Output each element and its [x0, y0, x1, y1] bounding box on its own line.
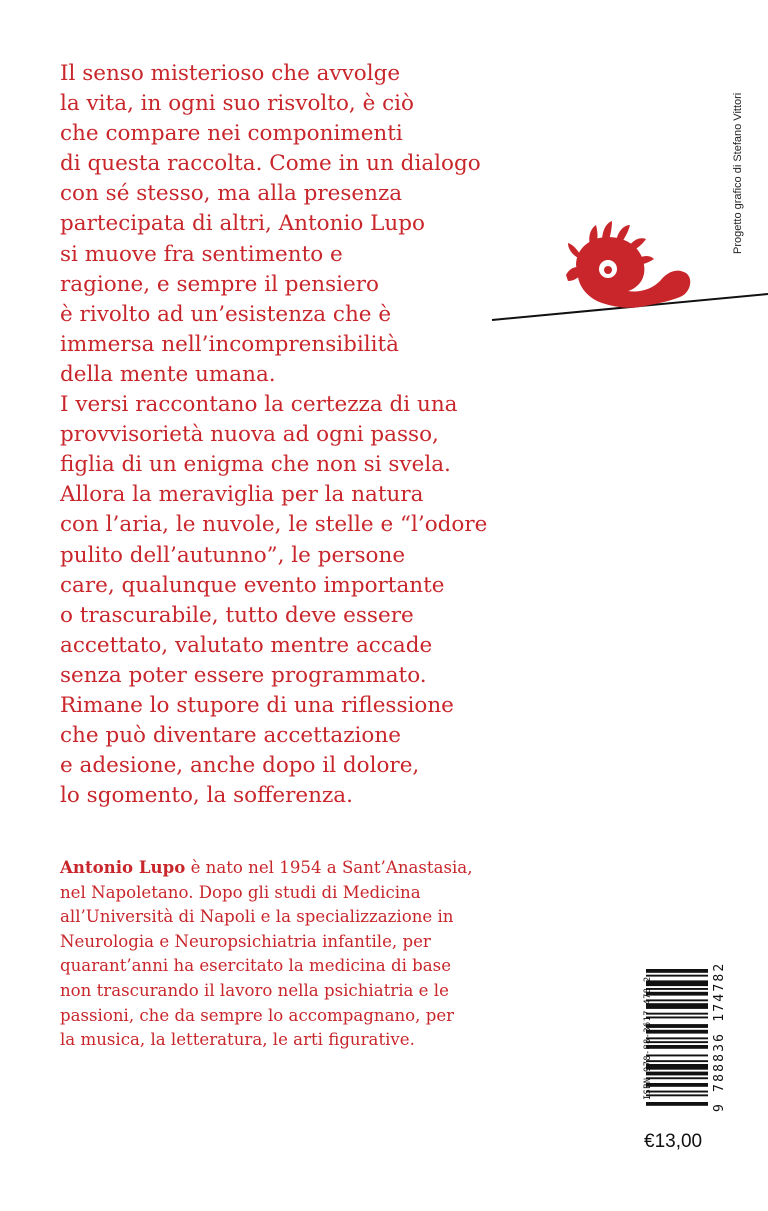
barcode-bar: [646, 1041, 708, 1043]
blurb-line: è rivolto ad un’esistenza che è: [60, 301, 392, 327]
bio-line: non trascurando il lavoro nella psichiatria e le: [60, 980, 449, 1000]
blurb-line: con sé stesso, ma alla presenza: [60, 181, 403, 207]
barcode-bar: [646, 1024, 708, 1028]
blurb-line: Allora la meraviglia per la natura: [60, 482, 424, 508]
barcode-bar: [646, 992, 708, 996]
bio-line: all’Università di Napoli e la specializzazione in: [60, 907, 454, 927]
blurb-line: lo sgomento, la sofferenza.: [60, 783, 353, 809]
bio-line: la musica, la letteratura, le arti figurative.: [60, 1030, 415, 1050]
blurb-line: accettato, valutato mentre accade: [60, 632, 433, 658]
blurb-line: si muove fra sentimento e: [60, 241, 343, 267]
author-bio: [60, 855, 490, 1053]
blurb-line: provvisorietà nuova ad ogni passo,: [60, 422, 439, 448]
blurb-line: con l’aria, le nuvole, le stelle e “l’odore: [60, 512, 488, 538]
blurb-line: e adesione, anche dopo il dolore,: [60, 753, 420, 779]
barcode-bar: [646, 980, 708, 986]
barcode-bar: [646, 1013, 708, 1015]
barcode-bar: [646, 1072, 708, 1076]
barcode-bar: [646, 999, 708, 1001]
bio-line: quarant’anni ha esercitato la medicina di base: [60, 956, 452, 976]
blurb-line: pulito dell’autunno”, le persone: [60, 542, 406, 568]
barcode-bar: [646, 1091, 708, 1093]
price-tag: €13,00: [644, 1131, 703, 1152]
barcode-bar: [646, 1045, 708, 1049]
barcode-bar: [646, 1102, 708, 1106]
blurb-line: di questa raccolta. Come in un dialogo: [60, 151, 481, 177]
barcode-bar: [646, 1003, 708, 1009]
blurb-line: ragione, e sempre il pensiero: [60, 271, 379, 297]
barcode-bar: [646, 1017, 708, 1019]
blurb-line: care, qualunque evento importante: [60, 572, 445, 598]
bio-first-line-rest: è nato nel 1954 a Sant’Anastasia,: [185, 858, 473, 877]
blurb-line: o trascurabile, tutto deve essere: [60, 602, 414, 628]
blurb-line: figlia di un enigma che non si svela.: [60, 452, 451, 478]
barcode-bar: [646, 988, 708, 990]
barcode-bars: [646, 969, 708, 1106]
barcode-bar: [646, 969, 708, 973]
barcode-bar: [646, 975, 708, 977]
barcode-bar: [646, 1030, 708, 1034]
blurb-line: I versi raccontano la certezza di una: [60, 392, 458, 418]
publisher-emblem-icon: [566, 221, 690, 308]
publisher-logo: [490, 215, 768, 325]
bio-line: [60, 855, 490, 881]
barcode-bar: [646, 1060, 708, 1062]
barcode-bar: [646, 1055, 708, 1057]
barcode-bar: [646, 1037, 708, 1039]
bio-line: passioni, che da sempre lo accompagnano, per: [60, 1005, 455, 1025]
isbn-label: ISBN 978-88-3617-478-2: [643, 976, 653, 1100]
blurb-line: Il senso misterioso che avvolge: [60, 61, 401, 86]
bio-line: Neurologia e Neuropsichiatria infantile, per: [60, 931, 431, 951]
barcode-bar: [646, 1077, 708, 1079]
blurb-line: senza poter essere programmato.: [60, 662, 427, 688]
barcode-bar: [646, 1094, 708, 1096]
design-credit: Progetto grafico di Stefano Vittori: [732, 92, 744, 254]
bio-line: nel Napoletano. Dopo gli studi di Medicina: [60, 882, 421, 902]
author-name: Antonio Lupo: [60, 857, 186, 877]
blurb-line: che compare nei componimenti: [60, 121, 403, 147]
blurb-line: della mente umana.: [60, 361, 276, 387]
blurb-line: immersa nell’incomprensibilità: [60, 331, 399, 357]
blurb-line: la vita, in ogni suo risvolto, è ciò: [60, 91, 414, 117]
blurb-line: partecipata di altri, Antonio Lupo: [60, 211, 425, 237]
blurb-line: che può diventare accettazione: [60, 723, 401, 749]
barcode-bar: [646, 1064, 708, 1070]
emblem-pupil: [604, 266, 612, 274]
barcode-bar: [646, 1083, 708, 1087]
barcode: [624, 965, 714, 1115]
barcode-digits: 9 788836 174782: [712, 961, 727, 1112]
blurb-text: [60, 59, 500, 811]
blurb-line: Rimane lo stupore di una riflessione: [60, 692, 454, 718]
